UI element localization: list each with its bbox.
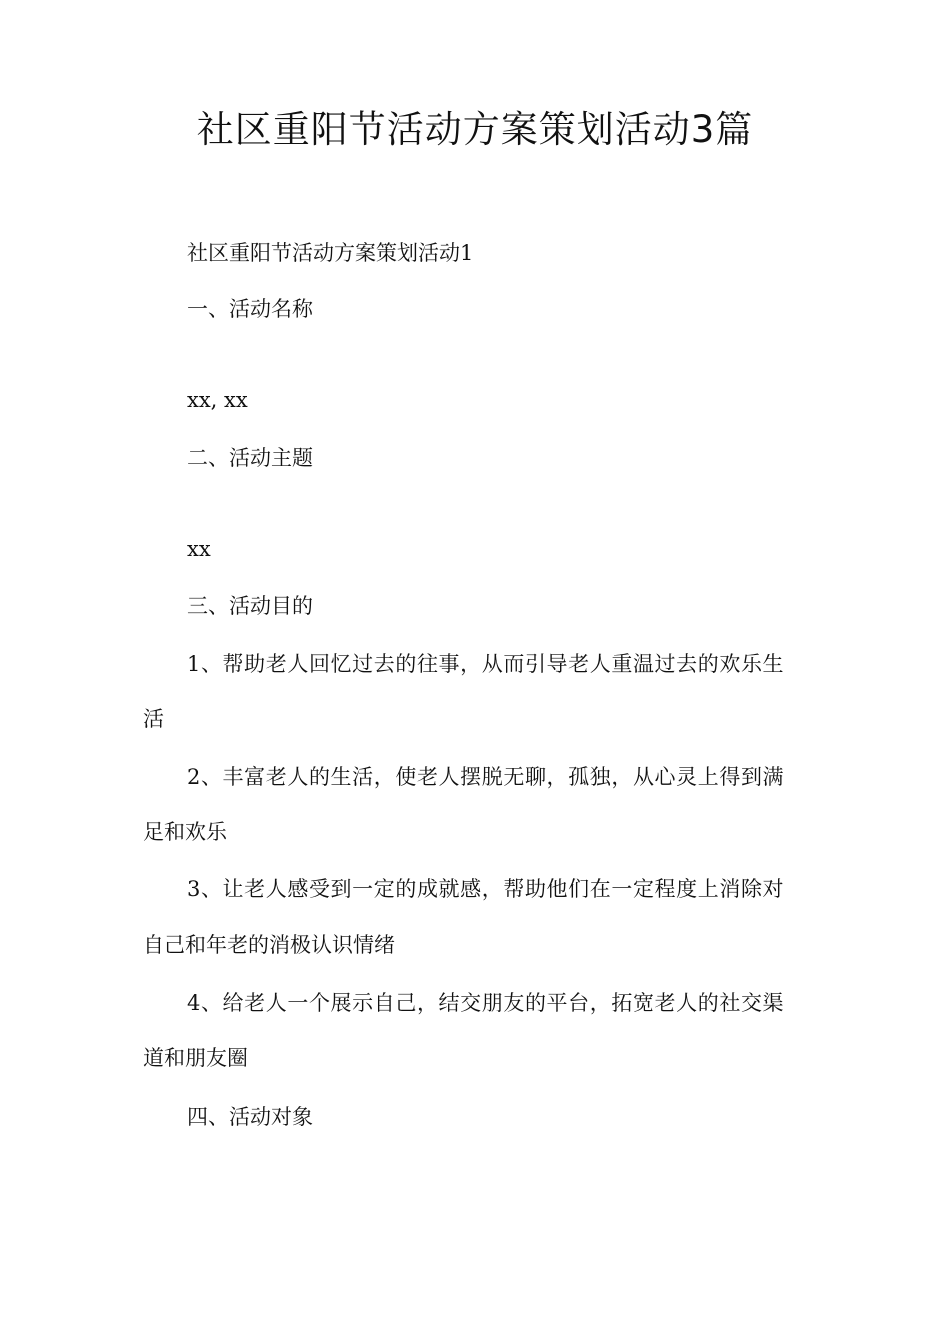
purpose-item-4: 4、给老人一个展示自己，结交朋友的平台，拓宽老人的社交渠 — [187, 991, 785, 1015]
activity-theme-value: xx — [187, 537, 211, 561]
section-heading-3: 三、活动目的 — [187, 594, 313, 618]
section-heading-4: 四、活动对象 — [187, 1105, 313, 1129]
purpose-item-2-continued: 足和欢乐 — [143, 820, 227, 844]
purpose-item-3-continued: 自己和年老的消极认识情绪 — [143, 933, 395, 957]
subtitle-line: 社区重阳节活动方案策划活动1 — [187, 241, 474, 265]
purpose-item-4-continued: 道和朋友圈 — [143, 1046, 248, 1070]
activity-name-value: xx, xx — [187, 388, 248, 412]
purpose-item-3: 3、让老人感受到一定的成就感，帮助他们在一定程度上消除对 — [187, 877, 785, 901]
purpose-item-1: 1、帮助老人回忆过去的往事，从而引导老人重温过去的欢乐生 — [187, 652, 785, 676]
document-title: 社区重阳节活动方案策划活动3篇 — [196, 108, 754, 151]
purpose-item-1-continued: 活 — [143, 707, 164, 731]
purpose-item-2: 2、丰富老人的生活，使老人摆脱无聊，孤独，从心灵上得到满 — [187, 765, 785, 789]
section-heading-2: 二、活动主题 — [187, 446, 313, 470]
section-heading-1: 一、活动名称 — [187, 297, 313, 321]
